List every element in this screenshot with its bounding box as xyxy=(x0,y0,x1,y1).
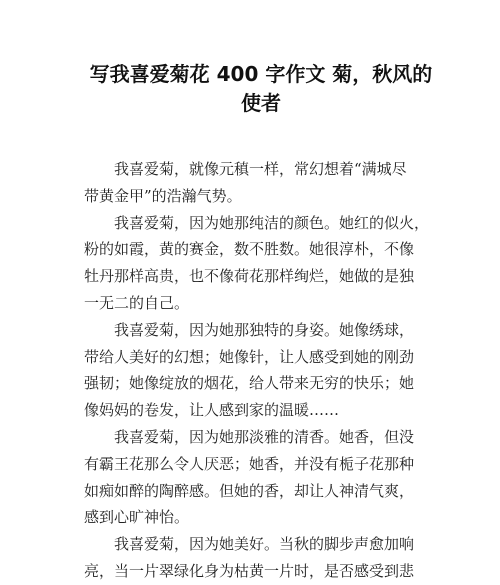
title-line: 写我喜爱菊花 400 字作文 菊，秋风的 xyxy=(89,62,433,86)
document-title xyxy=(84,60,438,118)
title-line: 使者 xyxy=(241,91,281,115)
text-line: 强韧；她像绽放的烟花，给人带来无穷的快乐；她 xyxy=(84,374,415,393)
text-line: 我喜爱菊，因为她那淡雅的清香。她香，但没 xyxy=(114,427,415,446)
paragraph xyxy=(84,531,438,585)
paragraph xyxy=(84,424,438,531)
text-line: 我喜爱菊，因为她那独特的身姿。她像绣球， xyxy=(114,320,415,339)
text-line: 牡丹那样高贵，也不像荷花那样绚烂，她做的是独 xyxy=(84,267,415,286)
paragraph xyxy=(84,156,438,210)
text-line: 我喜爱菊，就像元稹一样，常幻想着“满城尽 xyxy=(114,160,407,178)
text-line: 如痴如醉的陶醉感。但她的香，却让人神清气爽， xyxy=(84,481,415,500)
text-line: 亮，当一片翠绿化身为枯黄一片时，是否感受到悲 xyxy=(84,561,415,580)
text-line: 像妈妈的卷发，让人感到家的温暖…… xyxy=(84,401,340,420)
text-line: 我喜爱菊，因为她美好。当秋的脚步声愈加响 xyxy=(114,535,415,554)
text-line: 我喜爱菊，因为她那纯洁的颜色。她红的似火， xyxy=(114,213,430,232)
text-line: 带给人美好的幻想；她像针，让人感受到她的刚劲 xyxy=(84,347,415,366)
paragraph xyxy=(84,210,438,317)
text-line: 一无二的自己。 xyxy=(84,293,190,312)
paragraph xyxy=(84,317,438,424)
text-line: 带黄金甲”的浩瀚气势。 xyxy=(84,186,242,205)
document-body xyxy=(84,156,438,585)
text-line: 有霸王花那么令人厌恶；她香，并没有栀子花那种 xyxy=(84,454,415,473)
text-line: 感到心旷神怡。 xyxy=(84,508,190,527)
text-line: 粉的如霞，黄的赛金，数不胜数。她很淳朴，不像 xyxy=(84,240,415,259)
